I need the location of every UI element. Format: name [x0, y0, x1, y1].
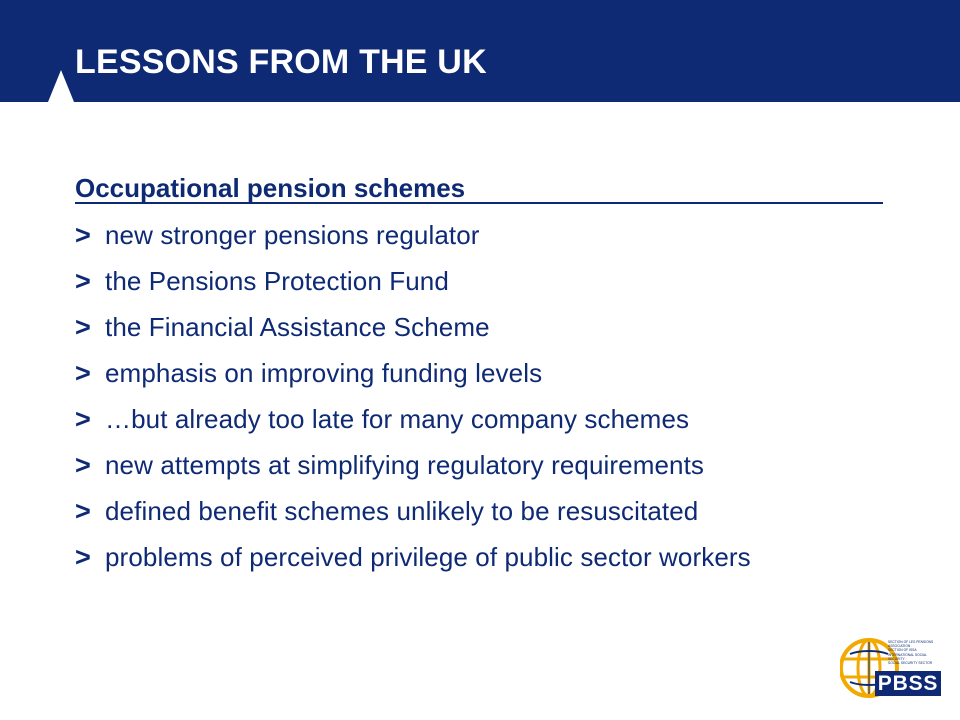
bullet-marker: >	[75, 496, 91, 526]
bullet-text: defined benefit schemes unlikely to be resuscitated	[105, 496, 699, 526]
bullet-marker: >	[75, 450, 91, 480]
bullet-item-1	[75, 212, 895, 258]
bullet-text: new stronger pensions regulator	[105, 220, 480, 250]
logo-text-line: INTERNATIONAL SOCIAL SECURITY	[888, 652, 927, 661]
logo-text-line: SECTION OF ISSA	[888, 648, 917, 653]
pbss-logo	[840, 636, 944, 704]
logo-wordmark: PBSS	[875, 671, 941, 696]
bullet-marker: >	[75, 266, 91, 296]
logo-small-text	[888, 640, 938, 670]
slide-content	[75, 170, 895, 580]
bullet-item-8	[75, 534, 895, 580]
bullet-item-6	[75, 442, 895, 488]
bullet-list	[75, 212, 895, 580]
bullet-marker: >	[75, 358, 91, 388]
bullet-marker: >	[75, 312, 91, 342]
section-heading	[75, 170, 883, 204]
slide-title: LESSONS FROM THE UK	[75, 43, 487, 81]
bullet-text: problems of perceived privilege of public sector workers	[105, 542, 751, 572]
bullet-marker: >	[75, 542, 91, 572]
bullet-item-3	[75, 304, 895, 350]
section-heading-text: Occupational pension schemes	[75, 173, 466, 203]
logo-text-line: SOCIAL SECURITY SECTOR	[888, 661, 933, 666]
bullet-text: emphasis on improving funding levels	[105, 358, 543, 388]
header-notch-shape	[48, 70, 76, 102]
bullet-item-4	[75, 350, 895, 396]
bullet-item-5	[75, 396, 895, 442]
bullet-text: the Pensions Protection Fund	[105, 266, 449, 296]
bullet-item-7	[75, 488, 895, 534]
bullet-text: the Financial Assistance Scheme	[105, 312, 490, 342]
bullet-marker: >	[75, 404, 91, 434]
bullet-text: new attempts at simplifying regulatory requirements	[105, 450, 705, 480]
bullet-marker: >	[75, 220, 91, 250]
bullet-text: …but already too late for many company schemes	[105, 404, 690, 434]
bullet-item-2	[75, 258, 895, 304]
logo-text-line: SECTION OF LES PENSIONS ASSOCIATION	[888, 640, 934, 649]
